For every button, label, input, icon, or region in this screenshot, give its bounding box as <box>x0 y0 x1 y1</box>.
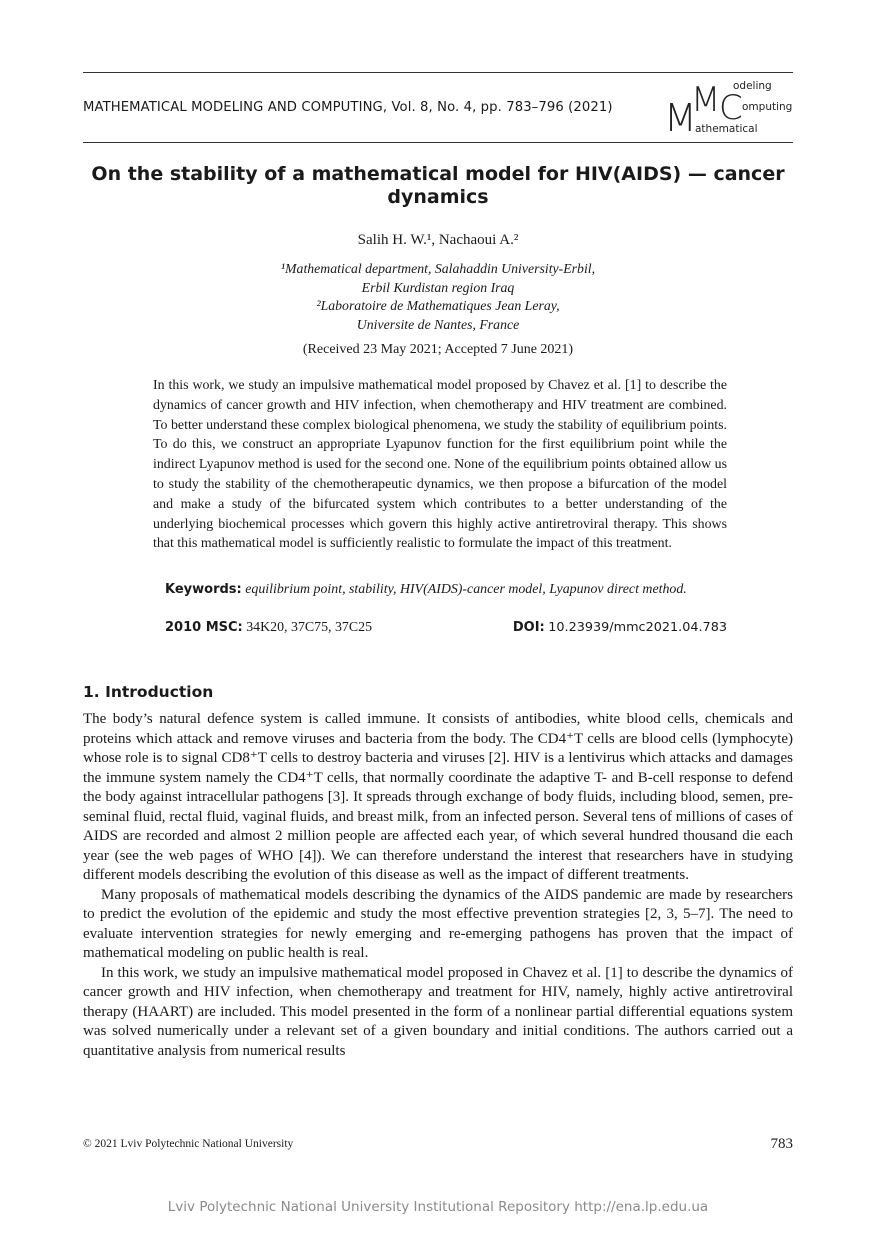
repository-footer: Lviv Polytechnic National University Institutional Repository http://ena.lp.edu.ua <box>167 1199 709 1215</box>
page-number: 783 <box>770 1136 793 1152</box>
affiliations <box>83 260 793 334</box>
keywords-label: Keywords: <box>165 582 242 597</box>
msc-label: 2010 MSC: <box>165 620 243 635</box>
affiliation-line: ²Laboratoire de Mathematiques Jean Leray, <box>316 298 560 313</box>
section-heading: 1. Introduction <box>83 683 214 701</box>
paragraph: Many proposals of mathematical models describing the dynamics of the AIDS pandemic are made by researchers to predict the evolution of the epidemic and study the most effective prevention strategies [2, 3, 5–7]. The need to evaluate intervention strategies for newly emerging and re-emerging pathogens has proven that the impact of mathematical modeling on public health is real. <box>83 886 793 961</box>
doi <box>513 620 727 636</box>
body-text <box>83 710 793 1061</box>
affiliation-line: Erbil Kurdistan region Iraq <box>361 279 515 295</box>
keywords-value: equilibrium point, stability, HIV(AIDS)-cancer model, Lyapunov direct method. <box>245 582 687 597</box>
keywords <box>153 580 727 600</box>
journal-logo: M M C odeling omputing athematical <box>664 80 793 140</box>
header-top-rule <box>83 72 793 73</box>
abstract: In this work, we study an impulsive mathematical model proposed by Chavez et al. [1] to describe the dynamics of cancer growth and HIV infection, when chemotherapy and HIV treatment are combined. To better understand these complex biological phenomena, we study the stability of equilibrium points. To do this, we construct an appropriate Lyapunov function for the first equilibrium point while the indirect Lyapunov method is used for the second one. None of the equilibrium points obtained allow us to study the stability of the chemotherapeutic dynamics, we then propose a bifurcation of the model and make a study of the bifurcated system which contributes to a better understanding of the underlying biochemical processes which govern this highly active antiretroviral therapy. This shows that this mathematical model is sufficiently realistic to formulate the impact of this treatment. <box>153 378 727 552</box>
doi-value[interactable]: 10.23939/mmc2021.04.783 <box>548 620 727 635</box>
header-bottom-rule <box>83 142 793 143</box>
paragraph: In this work, we study an impulsive mathematical model proposed in Chavez et al. [1] to describe the dynamics of cancer growth and HIV infection, when chemotherapy and treatment for HIV, namely, highly active antiretroviral therapy (HAART) are included. This model presented in the form of a nonlinear partial differential equations system was solved numerically under a relevant set of a given boundary and initial conditions. The authors carried out a quantitative analysis from numerical results <box>83 964 793 1059</box>
msc-value: 34K20, 37C75, 37C25 <box>246 620 373 635</box>
paper-title: On the stability of a mathematical model for HIV(AIDS) — cancer dynamics <box>91 163 785 208</box>
doi-label: DOI: <box>512 620 545 635</box>
journal-header: MATHEMATICAL MODELING AND COMPUTING, Vol. 8, No. 4, pp. 783–796 (2021) <box>83 100 613 115</box>
paragraph: The body’s natural defence system is called immune. It consists of antibodies, white blood cells, chemicals and proteins which attack and remove viruses and bacteria from the body. The CD4⁺T cells are blood cells (lymphocyte) whose role is to signal CD8⁺T cells to destroy bacteria and viruses [2]. HIV is a lentivirus which attacks and damages the immune system namely the CD4⁺T cells, that normally coordinate the adaptive T- and B-cell response to defend the body against intracellular pathogens [3]. It spreads through exchange of body fluids, including blood, semen, pre-seminal fluid, rectal fluid, vaginal fluids, and breast milk, from an infected person. Several tens of millions of cases of AIDS are recorded and almost 2 million people are affected each year, of which several hundred thousand die each year (see the web pages of WHO [4]). We can therefore understand the interest that researchers have in studying different models describing the evolution of this disease as well as the impact of different treatments. <box>83 711 793 883</box>
msc-codes <box>165 620 372 636</box>
copyright: © 2021 Lviv Polytechnic National University <box>83 1138 294 1150</box>
affiliation-line: ¹Mathematical department, Salahaddin University-Erbil, <box>280 261 596 276</box>
affiliation-line: Universite de Nantes, France <box>356 316 520 332</box>
authors: Salih H. W.¹, Nachaoui A.² <box>357 232 519 248</box>
received-dates: (Received 23 May 2021; Accepted 7 June 2021) <box>302 342 574 357</box>
